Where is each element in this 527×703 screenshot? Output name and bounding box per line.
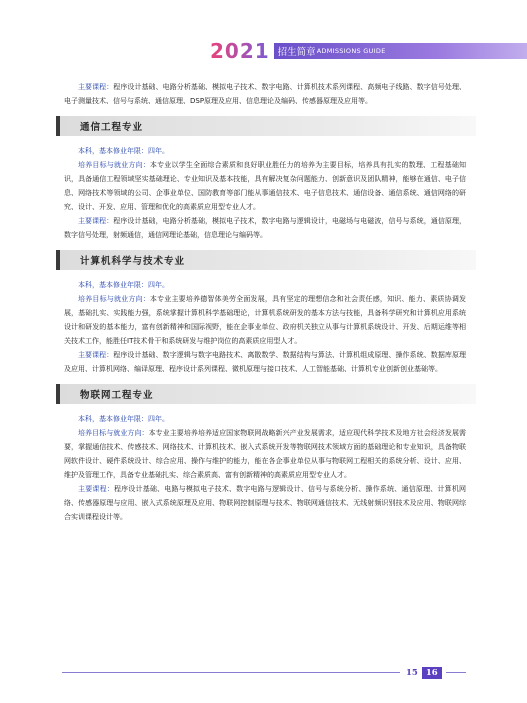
goal-paragraph <box>64 426 466 482</box>
header-title-en: ADMISSIONS GUIDE <box>316 47 386 55</box>
goal-text: 本专业以学生全面综合素质和良好职业胜任力的培养为主要目标，培养具有扎实的数理、工程基础知识，具备通信工程领域坚实基础理论、专业知识及基本技能，具有解决复杂问题能力、创新意识及团队精神，能够在通信、电子信息、网络技术等领域的公司、企事业单位、国防教育等部门能从事通信技术、电子信息技术、通信设备、通信系统、通信网络的研究、设计、开发、应用、管理和优化的高素质应用型专业人才。 <box>64 161 467 211</box>
goal-paragraph <box>64 292 466 348</box>
goal-label: 培养目标与就业方向： <box>78 295 150 303</box>
courses-text: 程序设计基础，电路分析基础，模拟电子技术，数字电路与逻辑设计，电磁场与电磁波，信号与系统，通信原理，数字信号处理，射频通信，通信网理论基础，信息理论与编码等。 <box>64 217 467 239</box>
page-header <box>210 40 527 62</box>
section-marker <box>56 384 60 404</box>
section-title-iot <box>56 384 476 404</box>
courses-label: 主要课程： <box>78 485 114 493</box>
header-bar <box>274 43 527 59</box>
section-heading: 物联网工程专业 <box>80 390 154 401</box>
courses-paragraph <box>64 482 466 524</box>
section-heading: 通信工程专业 <box>80 122 144 133</box>
degree-info: 本科，基本修业年限：四年。 <box>78 415 169 423</box>
section-marker <box>56 250 60 270</box>
intro-courses <box>64 80 466 108</box>
page-number-left: 15 <box>406 668 418 678</box>
page-content <box>64 80 466 524</box>
degree-info: 本科，基本修业年限：四年。 <box>78 281 169 289</box>
courses-label: 主要课程： <box>78 217 114 225</box>
goal-paragraph <box>64 158 466 214</box>
footer-rule <box>62 672 400 673</box>
page-footer <box>0 667 527 679</box>
courses-text: 程序设计基础、数字逻辑与数字电路技术、离散数学、数据结构与算法、计算机组成原理、操作系统、数据库原理及应用、计算机网络、编译原理、程序设计系列课程、微机原理与接口技术、人工智能基础、计算机专业创新创业基础等。 <box>64 351 467 373</box>
section-title-communication <box>56 116 476 136</box>
courses-label: 主要课程： <box>78 351 114 359</box>
courses-label: 主要课程： <box>78 83 114 91</box>
courses-text: 程序设计基础、电路与模拟电子技术、数字电路与逻辑设计、信号与系统分析、操作系统、通信原理、计算机网络、传感器原理与应用、嵌入式系统原理及应用、物联网控制原理与技术、物联网通信技术、无线射频识别技术及应用、物联网综合实训课程设计等。 <box>64 485 467 521</box>
page-numbers <box>402 667 442 679</box>
footer-rule-end <box>446 672 466 673</box>
goal-label: 培养目标与就业方向： <box>78 161 150 169</box>
section-heading: 计算机科学与技术专业 <box>80 256 186 267</box>
degree-info: 本科，基本修业年限：四年。 <box>78 147 169 155</box>
courses-paragraph <box>64 348 466 376</box>
page-number-right: 16 <box>422 667 442 679</box>
courses-text: 程序设计基础、电路分析基础、模拟电子技术、数字电路、计算机技术系列课程、高频电子线路、数字信号处理、电子测量技术、信号与系统、通信原理、DSP原理及应用、信息理论及编码、传感器原理及应用等。 <box>64 83 467 105</box>
header-year: 2021 <box>210 39 270 63</box>
goal-text: 本专业主要培养德智体美劳全面发展，具有坚定的理想信念和社会责任感，知识、能力、素质协调发展，基础扎实、实践能力强，系统掌握计算机科学基础理论，计算机系统研发的基本方法与技能，具备科学研究和计算机应用系统设计和研发的基本能力，富有创新精神和国际视野，能在企事业单位、政府机关独立从事与计算机系统设计、开发、后期运维等相关技术工作，能胜任IT技术骨干和系统研发与维护岗位的高素质应用型人才。 <box>64 295 467 345</box>
goal-text: 本专业主要培养培养适应国家物联网战略新兴产业发展需求，适应现代科学技术及地方社会经济发展需要，掌握通信技术、传感技术、网络技术、计算机技术、嵌入式系统开发等物联网技术领域方面的基础理论和专业知识，具备物联网软件设计、硬件系统设计、综合应用、操作与维护的能力，能在各企事业单位从事与物联网工程相关的系统分析、设计、应用、维护及管理工作，具备专业基础扎实、综合素质高、富有创新精神的高素质应用型专业人才。 <box>64 429 467 479</box>
section-title-computer-science <box>56 250 476 270</box>
goal-label: 培养目标与就业方向： <box>78 429 149 437</box>
courses-paragraph <box>64 214 466 242</box>
header-title-cn: 招生简章 <box>277 47 316 58</box>
section-marker <box>56 116 60 136</box>
